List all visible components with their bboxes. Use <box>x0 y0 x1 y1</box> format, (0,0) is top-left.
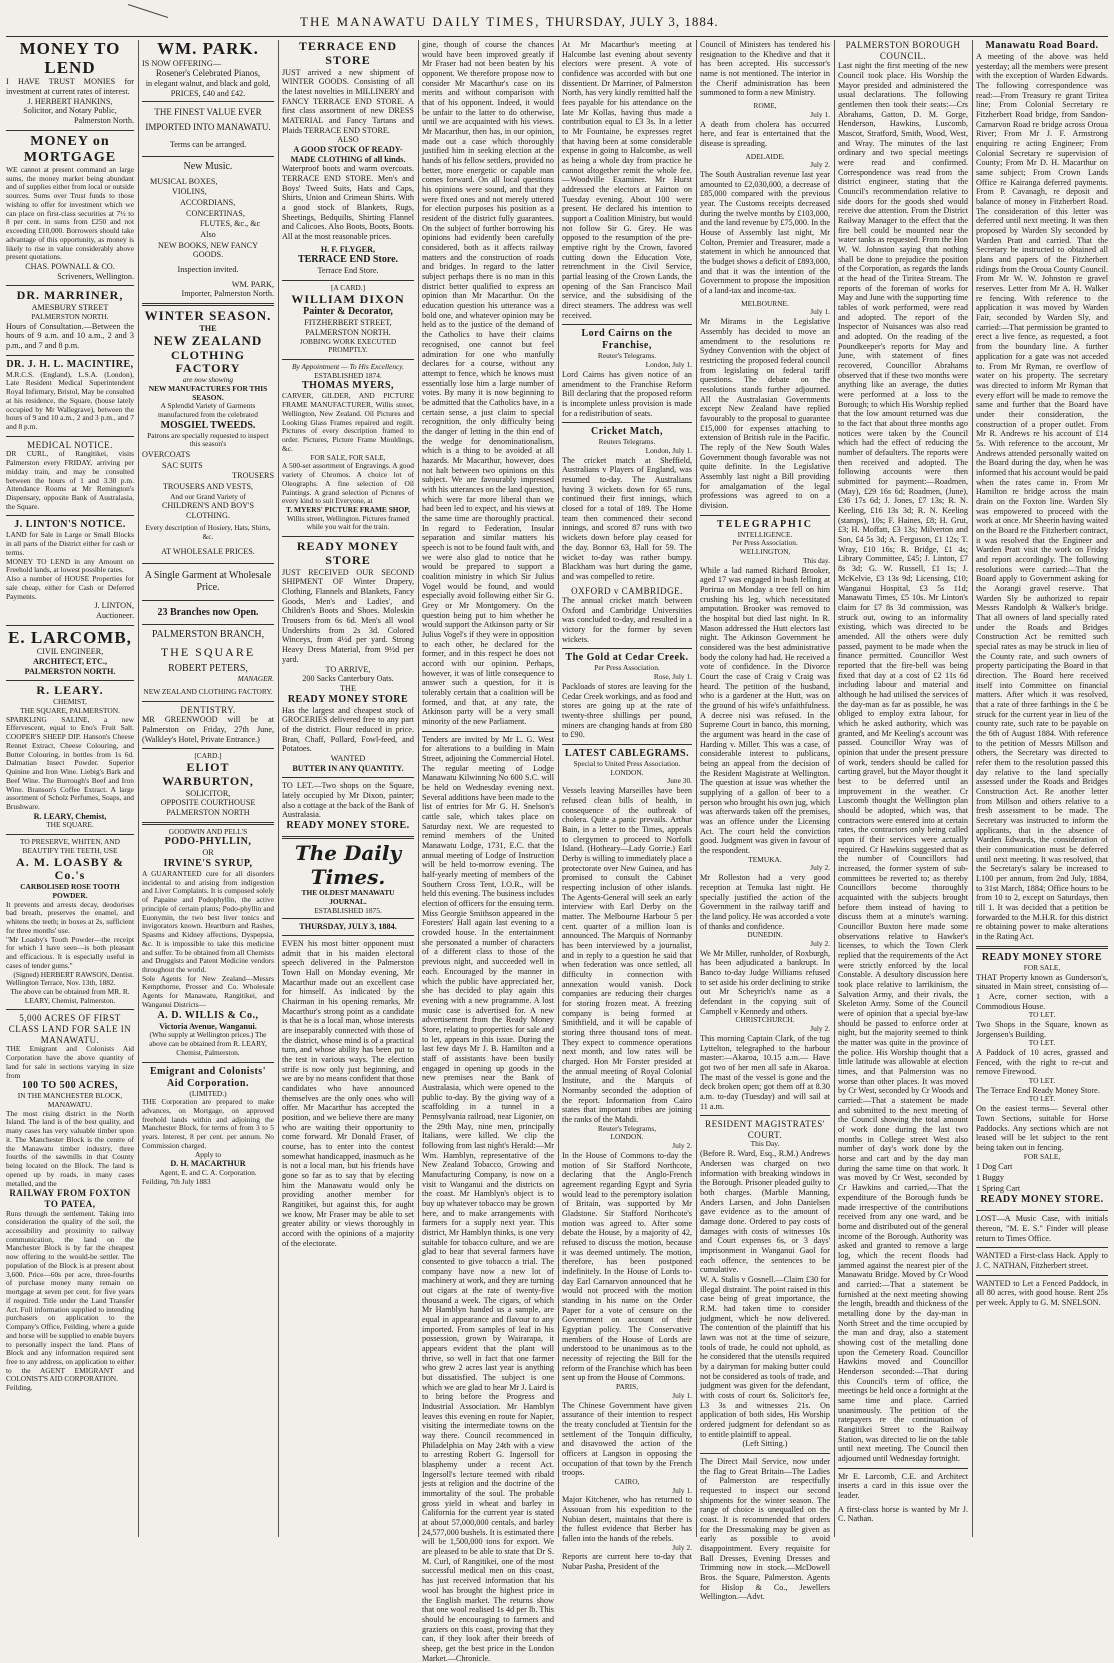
news-place: ADELAIDE. <box>745 151 785 161</box>
news-body: A meeting of the above was held yesterday; all the members were present with the exception of Warden Edwards. The following correspondence was read:—From Treasury re grant Tiritea line; From Colonial Secretary re Fitzherbert Road bridge, from Sandon-Carnarvon Road re bridge across Oroua River; From Mr J. F. Armstrong enquiring re acting Engineer; From Colonial Secretary re supervision of County; From Mr D. H. Macarthur on same subject; From Crown Lands Office re Kairanga deferred payments. From P. Cavanagh, re deposit and balance of money in Fitzherbert Road. The consideration of this letter was deferred until next meeting. It was then proposed by Warden Sly seconded by Warden Pratt and carried. That the Secretary be instructed to obtained all plans and papers of the Fitzherbert ridings from the Oroua County Council. From Mr W. W. Johnston re gravel reserves. Letter from Mr A. H. Walker re fencing. With reference to the application it was moved by Warden Fair, seconded by Warden Sly, and carried:—That permission be granted to erect a live fence, as requested, a foot from the boundary line. A further application for a gate was not acceded to. From Mr Ryman, re overflow of water on his property. The secretary was directed to inform Mr Ryman that every effort will be made to remove the same and further that the Board have under their consideration, the construction of a proper outlet. From Mr R. Andrews re his account of £14 5s. With reference to the account, Mr Andrews attended personally waited on the Board during the day, when he was informed that his account would be paid when the rates came in. From Mr Hamilton re bridge across the main drain on the Foxton line. Warden Sly was empowered to proceed with the work at once. Mr Sheerin having waited on the Board re the Fitzherbert contract, it was resolved that the Engineer and Warden Pratt visit the work on Friday and report accordingly. The following resolutions were carried:—That the Board apply to Government asking for the Aorangi gravel reserve. That Warden Sly be authorized to repair Messrs Randolph & Walker's bridge. That all owners of land specially rated under the Roads and Bridges Construction Act be remitted such special rates as may be struck in lieu of the County rate, and such owners of property participating the Board in that direction. The Board here received itself into Committee on financial matters. After which it was resolved, that a rate of three farthings in the £ be struck for the current year in lieu of the county rate, such rate to be payable on the 6th of August 1884. With reference to the petition of Messrs Millson and others, the Secretary was directed to refer them to the resolution passed this day relative to the land specially assessed under the Roads and Bridges Construction Act. Re another letter from Millson and others relative to a fresh assessment to be made. The Secretary was instructed to inform the applicants, that in the absence of Warden Edwards, the consideration of their communication must be deferred until next meeting. It was resolved, that the Secretary's salary be increased to L100 per annum, from 2nd July, 1884, to 31st March, 1884; Office hours to be from 10 to 2, except on Saturdays, then till 1. It was decided that a petition be forwarded to the M.H.R. for this district re obtaining power to make alterations in the Rating Act. <box>976 52 1108 942</box>
ad-podophyllin <box>142 828 274 1058</box>
masthead <box>0 0 1114 40</box>
ad-wm-park <box>142 40 274 299</box>
column-3 <box>282 40 414 1537</box>
ad-subtitle: TO LET. <box>1028 1076 1056 1086</box>
news-headline: LATEST CABLEGRAMS. <box>564 747 690 759</box>
column-rule <box>418 40 419 1537</box>
ad-subtitle: TO LET. <box>1028 1010 1056 1020</box>
ad-title: TERRACE END STORE <box>298 39 397 67</box>
ad-highlight: 23 Branches now Open. <box>157 606 259 618</box>
ad-body: TO LET.—Two shops on the Square, lately occupied by Mr Dixon, painter; also a cottage at the back of the Bank of Australasia. <box>282 781 414 820</box>
ad-body: IN THE MANCHESTER BLOCK, MANAWATU. <box>17 1091 123 1109</box>
ad-title: WILLIAM DIXON <box>291 291 405 306</box>
news-date: July 1. <box>672 1485 692 1495</box>
ad-header: GOODWIN AND PELL'S <box>168 826 248 836</box>
ad-highlight: AT WHOLESALE PRICES. <box>161 547 255 557</box>
ad-title: MONEY TO LEND <box>19 39 121 77</box>
news-body: The South Australian revenue last year amounted to £2,030,000, a decrease of £85,000 compared with the previous year. The Customs receipts decreased during the twelve months by £103,000, and the land revenue by £75,000. In the House of Assembly last night, Mr Colton, Premier and Treasurer, made a statement in which he announced that the budget shows a deficit of £893,000, and that it was the intention of the Government to propose the imposition of a land-tax and income-tax. <box>700 169 830 296</box>
local-news: At Mr Macarthur's meeting at Halcombe last evening about seventy electors were present. A vote of confidence was accorded with but one dissentient. Dr Marriner, of Palmerston North, has very kindly remitted half the fees payable for his attendance on the late Mr Kollas, having thus made a contribution equal to £3 3s. In a letter to Mr Fountaine, he expresses regret that having been at some considerable expense in going to Halcombe, as well as being a whole day from practice he cannot altogether remit the whole fee.—Woodville Examiner. Mr Hurst addressed the electors at Fairton on Tuesday evening. About 100 were present. He declared his intention to support a Coalition Ministry, but would not follow Sir G. Grey. He was opposed to the resumption of the pre-emptive right by the Crown, favored cutting down the Education Vote, retrenchment in the Civil Service, partial leasing of the Crown Lands, the opening of the San Francisco Mail service, and the subsidising of the direct steamers. The address was well received. <box>562 40 692 320</box>
ad-body: LAND for Sale in Large or Small Blocks in all parts of the District either for cash or terms. <box>6 530 134 557</box>
ad-place: PALMERSTON NORTH. <box>31 311 109 321</box>
news-headline: Cricket Match, <box>591 426 663 438</box>
news-place: CHRISTCHURCH. <box>735 1015 795 1025</box>
ad-highlight: 100 TO 500 ACRES, <box>22 1080 118 1092</box>
news-headline: Manawatu Road Board. <box>985 40 1099 51</box>
news-body: Last night the first meeting of the new Council took place. His Worship the Mayor presided and administered the usual declarations. The following gentlemen then took their seats:—Crs Abrahams, Gatton, D. M. Gorge, Henderson, Hawkins, Luscomb, Mascot, Stratford, Smith, Wood, West, and Wray. The minutes of the last ordinary and two special meetings were read and confirmed. Correspondence was read from the district engineer, stating that the Council's recommendation relative to side doors for the goods shed would receive due attention. From the District Railway Manager to the effect that the fire bell could be mounted near the water tanks as requested. From the Hon W. W. Johnston saying that nothing shall be done to prejudice the position of the Corporation, as regards the lands at the head of the Tiritea Stream. The reports of the foreman of works for May and June with the supporting time tables of work performed, were read and adopted. The report of the Inspector of Nuisances was also read and adopted. On the reading of the Poundkeeper's reports for May and June, with statement of fines recovered, Councillor Abrahams observed that if these two months were anything like an average, the duties were performed at a loss to the Borough; to which His Worship replied that the low amount returned was due to the fact that about three months ago notices were taken by the Council which had the effect of reducing the number of defaulters. The reports were then received and adopted. The following accounts were then submitted for payment:—Roadmen, (May), £29 16s 6d; Roadmen, (June), £36 17s 6d; J. Jones, £7 13s; R. N. Keeling, £16 13s 3d; R. N. Keeling (stamps), 10s; F. Haines, £8; H. Grut, £3; H. Moffatt, £3 13s; Milverton and Son, £4 5s 3d; A. Ferguson, £1 12s; T. Wray, £10 16s; R. Bridge, £1 4s; Library Committee, £45; J. Linton, £7 8s 3d; G. W. Russell, £1 1s; J. McKelvie, £3 13s 9d; Licensing, £10; Wanganui Hospital, £3 5s 11d; Manawatu Times, £5 10s. Mr Linton's claim for £7 8s 3d commission, was struck out, owing to an informality existing, which was directed to be amended. All the others were duly passed, payment to be made when the finance permitted. Councillor West reported that the fire-bell was being fixed that day at a cost of £2 11s 6d including labour and material and although he had utilised the services of the day-man as far as possible, he was obliged to employ extra labour, for which he asked authority, which was granted, and Mr Keeling's account was passed. Councillor Wray was of opinion that under the present pressure of work, tenders should be called for carting gravel, but the Mayor thought it best to be deferred until an improvement in the weather. Cr Luscomb thought the Wellington plan should be adopted, which was, that contractors were entered into at certain rates, the contractors only being called upon if their services were actually required. Cr Hawkins suggested that as the number of Councillors had increased, the former system of sub-committees be reverted to; as thereby Councillors become thoroughly acquainted with the subjects brought before them instead of having to discuss them at a minute's warning. Councillor Buxton here made some observations relative to Hawker's licenses, to which the Town Clerk replied that the requirements of the Act were strictly enforced by the local Constable. A desultory discussion here took place relative to larrikinism, the Salvation Army, and their rivals, the Skeleton Army. Some of the Council were of opinion that a special bye-law should be passed to enforce order at night, but the majority seemed to think the matter was quite in the province of the police. His Worship thought that a little latitude was allowable at election times, and that Palmerston was no worse than other places. It was moved by Cr West, seconded by Cr Woods and carried:—That a statement be made and submitted to the next meeting of the Council showing the total amount of work done during the last two months in College street West also number of day's work done by the horse and cart and by the day man during the same time on that work. It was moved by Cr West, seconded by Cr Hawkins and carried,—That the expenditure of the Borough funds be made irrespective of the contributions received from any one ward, and be borne and distributed out of the general income of the Borough. Authority was asked and granted to remove a large log, which the recent floods had jammed against the nearest pier of the Manawatu Bridge. Moved by Cr Wood and carried:—That a statement be furnished at the next meeting showing the length, breadth and thickness of the metalling done by the day-man in North Street and the time occupied by the man and dray, also a statement showing cost of the metalling done upon the Cemetery Road. Councillor Hawkins moved and Councillor Henderson seconded:—That during this Council's term of office, the meetings be held once a fortnight at the same time and place. Carried unanimously. The petition of the ratepayers re the continuation of Rangitikei Street to the Railway Station, was directed to lie on the table until next meeting. The Council then adjourned until Wednesday fortnight. <box>838 61 968 1463</box>
list-item: 1 Buggy <box>976 1172 1004 1182</box>
ad-highlight: TERRACE END Store. <box>297 254 399 266</box>
column-6 <box>700 40 830 1602</box>
ad-name: (Signed) HERBERT RAWSON, Dentist. <box>13 969 134 979</box>
ad-place: Terrace End Store. <box>317 266 379 276</box>
news-cricket-match <box>562 426 692 581</box>
column-5 <box>562 40 692 1572</box>
ad-name: NEW ZEALAND CLOTHING FACTORY. <box>143 686 273 696</box>
ad-subtitle: OPPOSITE COURTHOUSE <box>160 798 256 808</box>
local-news: Tenders are invited by Mr L. G. West for alterations to a building in Main Street, adjoining the Commercial Hotel. The regular meeting of Lodge Manawatu Kilwinning No 600 S.C. will be held on Wednesday evening next. Several additions have been made to the list of entries for Mr G. H. Snelson's cattle sale, which takes place on Saturday next. We are requested to remind members of the United Manawatu Lodge, 1731, E.C. that the annual meeting of Lodge of Instruction will be held to-morrow evening. The half-yearly meeting of members of the Southern Cross Tent, I.O.R., will be held this evening. The business includes election of officers for the ensuing term. Miss Georgie Smithson appeared in the Foresters' Hall again last evening to a crowded house. In the entertainment she personated a number of characters of a different class to those of the previous night, and succeeded well in each. Encouraged by the manner in which the public have appreciated her, she has decided to play again this evening with a new programme. A lost music case is advertised for. A new advertisement from the Ready Money Store, relating to properties for sale and to let, appears in this issue. During the last few days Mr J. B. Hamilton and a staff of assistants have been busily engaged in opening up goods in the new premises near the Bank of Australasia, which were opened to the public to-day. By the giving way of a scaffolding in a tunnel in a Pennsylvania railroad, near Ligonier, on the 29th May, nine men, principally Italians, were killed. We clip the following from last night's Herald:—Mr Wm. Hamblyn, representative of the New Zealand Tobacco, Growing and Manufacturing Company, is now on a visit to Wanganui and the districts on the coast. Mr Hamblyn's object is to buy up whatever tobacco may be grown here, and to make arrangements with farmers for a supply next year. This district, Mr Hamblyn thinks, is one very suitable for tobacco culture, and we are glad to hear that several farmers have consented to give tobacco a trial. The company have now a new lot of machinery at work, and they are turning out cigars at the rate of twenty-five thousand a week. The cigars, of which Mr Hamblyn handed us a sample, are equal in appearance and flavour to any imported. From samples of leaf in his possession, grown by Wairarapa, it appears evident that the plant will thrive, so well in fact that one farmer who grew 2 acres last year is anything but dissatisfied. The subject is one which we are glad to hear Mr J. Laird is to bring before the Progress and Industrial Association. Mr Hamblyn leaves this evening en route for Napier, visiting the intermediate towns on the way there. Council recommenced in Philadelphia on May 24th with a view to arresting Robert G. Ingersoll for blasphemy under a recent Act. Ingersoll's lecture teemed with ribald jests at religion and the doctrine of the immortality of the soul. The probable gross yield in wheat and barley in California for the current year is stated at about 57,000,000 centals, and barley 24,577,000 bushels. It is estimated there will be 1,500,000 tons for export. We are pleased to be able to state that Dr S. M. Curl, of Rangitikei, one of the most successful medical men on this coast, has just received information that his wool has brought the highest price in the English market. The returns show that one wool realised 1s 4d per lb. This should be encouraging to farmers and graziers on this coast, proving that they can, if they look after their breeds of sheep, get the best price in the London Market.—Chronicle. <box>422 734 554 1663</box>
news-borough-council <box>838 40 968 1464</box>
ad-subtitle: CLOTHING FACTORY <box>170 347 245 376</box>
masthead-date: THURSDAY, JULY 3, 1884. <box>545 14 719 29</box>
ad-body: Hours of Consultation.—Between the hours of 9 a.m. and 10 a.m., 2 and 3 p.m., and 7 and 8 p.m. <box>6 321 134 350</box>
news-source: Reuter's Telegrams, <box>597 1123 657 1133</box>
news-headline: Lord Cairns on the Franchise, <box>581 328 673 352</box>
news-date: July 2. <box>810 863 830 873</box>
editorial-continued: gine, though of course the chances would have been improved greatly if Mr Fraser had not been beaten by his opponent. We therefore propose now to consider Mr Macarthur's case on its merits and without comparison with that of his opponent. Indeed, it would be unfair to the latter to do otherwise, until we are acquainted with his views. Mr Macarthur, then has, in our opinion, made out a case which thoroughly justified him in seeking election at the hands of his fellow settlers, provided no better, more energetic or capable man comes forward. On all local questions his opinions were sound, and that they were fixed ones and not merely uttered for election purposes his position as a resident of the district fully guarantees. On the subject of further borrowing his opinions had evidently been carefully considered, both as it affects railway matters and the construction of roads and bridges. In regard to the latter subject perhaps there is no man in this district better qualified to express an opinion than Mr Macarthur. On the education question his utterance was a bold one, and whatever opinion may be held as to the justice of the demand of the Catholics to have their claims recognised, one cannot but feel admiration for one who manfully declares for a course, without any attempt to fence, which he knows must essentially lose him a large number of votes. By many it is now beginning to be admitted that the Catholics have, in a certain sense, a just claim to special recognition, the only difficulty being the danger of letting in the thin end of the wedge for denominationalism, which is a thing to be avoided at all hazards. Mr Macarthur, however, does not halt between two opinions on this subject. We are favourably impressed with his utterances on the land question, which were far more liberal than we had been led to expect, and his views at the same time are thoroughly practical. In regard to Federation, Insular separation and similar matters his speech is not to be found fault with, and we were also glad to notice that he would be prepared to support a coalition ministry in which Sir Julius Vogel would be found, and would especially avoid following either Sir G. Grey or Mr Montgomery. On the question being put to him whether he would support the Atkinson party or Sir Julius Vogel's if they were in opposition to each other, he declared for the former, and in this respect he does not accord with our opinion. Perhaps, however, it was of little consequence to answer such a question, for it is tolerably certain that a coalition will be formed, and that, at any rate, the Atkinson party will be a very small minority of the new Parliament. <box>422 40 554 727</box>
news-road-board <box>976 40 1108 942</box>
ad-name: WM. PARK, <box>231 279 274 289</box>
ad-body: CARVER, GILDER, AND PICTURE FRAME MANUFACTURER, Willis street, Wellington, New Zealand. Oil Pictures and Looking Glass Frames repaired and regilt. Pictures of every description framed to order. Pictures, Picture Frame Mouldings, &c. <box>282 391 414 453</box>
ad-highlight: CHILDREN'S AND BOY'S CLOTHING. <box>161 501 255 521</box>
news-source: Special to United Press Association. <box>573 758 681 768</box>
news-body: Mr Mirams in the Legislative Assembly has decided to move an amendment to the resolutions re Sydney Convention with the object of restricting the proposed federal council from legislating on federal tariff questions. The debate on the resolutions stands further adjourned. All the Australasian Governments except New Zealand have replied favourably to the proposal to guarantee £15,000 for expenses attaching to extension of British rule in the Pacific. The reply of the New South Wales Government though favorable was not quite definite. In the Legislative Assembly last night a Bill providing for amalgamation of the legal professions was agreed to on a division. <box>700 317 830 510</box>
ad-clothing-factory <box>142 309 274 697</box>
list-item: TROUSERS <box>232 471 274 481</box>
local-news: A first-class horse is wanted by Mr J. C. Nathan. <box>838 1504 968 1524</box>
ad-title: WINTER SEASON. <box>144 307 272 323</box>
news-note: (Left Sitting.) <box>742 1439 788 1449</box>
ad-body: MONEY TO LEND in any Amount on Freehold lands, at lowest possible rates. <box>6 556 134 575</box>
news-place: DUNEDIN. <box>747 930 783 940</box>
ad-subtitle: CIVIL ENGINEER, <box>36 647 104 657</box>
ad-title: MONEY on MORTGAGE <box>23 133 117 165</box>
ad-body: MR GREENWOOD will be at Palmerston on Friday, 27th June, (Walkley's Hotel, Private Entrance.) <box>142 715 274 744</box>
issue-date: THURSDAY, JULY 3, 1884. <box>299 922 397 932</box>
ad-title: Emigrant and Colonists' Aid Corporation. <box>150 1065 266 1089</box>
news-cablegrams <box>562 748 692 1572</box>
ad-subtitle: (LIMITED.) <box>189 1088 227 1098</box>
news-body: The cricket match at Sheffield, Australians v Players of England, was resumed to-day. The Australians having 3 wickets down for 65 runs, continued their first innings, which closed for a total of 189. The Home team then commenced their second innings, and scored 87 runs with two wickets down before play ceased for the day. Bonnor 63, Hall for 59. The wicket to-day was rather bumpy. Blackham was hurt during the game, and was compelled to retire. <box>562 455 692 581</box>
masthead-title: THE MANAWATU DAILY TIMES, <box>300 14 541 29</box>
ad-header: [CARD.] <box>194 751 222 761</box>
news-date: This day. <box>802 555 830 565</box>
ad-body: THAT Property known as Gunderson's, situated in Main street, consisting of— 1 Acre, corner section, with a Commodious House. <box>976 972 1108 1011</box>
ad-body: THE Corporation are prepared to make advances, on Mortgage, on approved freehold lands within and adjoining the Manchester Block, for terms of from 3 to 5 years. Interest, 8 per cent. per annum. No Commission charged. <box>142 1097 274 1150</box>
ad-leary-chemist <box>6 684 134 830</box>
ad-body: JUST arrived a new shipment of WINTER GOODS. Consisting of all the latest novelties in MILLINERY and FANCY TERRACE END STORE. A first class assortment of new DRESS MATERIAL and Fancy Tartans and Plaids TERRACE END STORE. <box>282 67 414 135</box>
ad-body: DR CURL, of Rangitikei, visits Palmerston every FRIDAY, arriving per midday train, and may be consulted between the hours of 1 and 3.30 p.m. Attendance Rooms at Mr Remington's Dispensary, opposite Bank of Australasia, the Square. <box>6 449 134 511</box>
ad-place: Willis street, Wellington. Pictures framed while you wait for the train. <box>286 513 410 532</box>
news-date: July 1. <box>672 1390 692 1400</box>
ad-eliot-warburton <box>142 752 274 817</box>
ad-body: Runs through the settlement. Taking into consideration the quality of the soil, the accessibility and proximity to railway communication, the land on the Manchester Block is by far the cheapest now offering to the would-be settler. The population of the Block is at present about 3,600. Price—60s per acre, three-fourths of purchase money many remain on mortgage at seven per cent. for five years if required. Title under the Land Transfer Act. Full information supplied to intending purchasers on application to the Company's Office, Feilding, where a guide and horse will be supplied to enable buyers to personally inspect the land. Plans of Block and any information required sent free to any address, on application to either to the AGENT EMIGRANT and COLONIST'S AID CORPORATION. <box>6 1208 134 1384</box>
ad-header: TO PRESERVE, WHITEN, AND BEAUTIFY THE TEETH, USE <box>20 837 120 855</box>
newspaper-title <box>300 14 719 30</box>
news-body: Vessels leaving Marseilles have been refused clean bills of health, in consequence of the outbreak of cholera. Quite a panic prevails. Arthur Bain, in a letter to the Times, appeals to clergymen to proceed to Norfolk Island. (Hotheary—Lady Gorrie.) Earl Derby is willing to immediately place a protectorate over New Guinea, and has promised to consult the Cabinet respecting inclusion of other islands. The Agents-General will seek an early interview with Earl Derby on the matter. The Melbourne Harbour 5 per cent. quarter of a million loan is announced. The Marquis of Normanby has been interviewed by a journalist, and in reply to a question he said that when federation was once settled, all difficulty in connection with annexation would vanish. Dock companies are reducing their charges for storing frozen meat. A freezing company is being formed at Smithfield, and it will be capable of storing three thousand tons of meat. They expect to commence operations next month, and low rates will be charged. Hon Mr Forster presided at the annual meeting of Royal Colonial Institute, and the Marquis of Normanby seconded the adoption of the report. Information from Cairo states that important tribes are joining the ranks of the Mahdi. <box>562 786 692 1125</box>
ad-body: Has the largest and cheapest stock of GROCERIES delivered free to any part of the district. Flour reduced in price. Bran, Chaff, Pollard, Fowl-feed, and Potatoes. <box>282 705 414 754</box>
column-rule <box>278 40 279 1537</box>
column-7 <box>838 40 968 1537</box>
news-source: Reuters Telegrams. <box>598 437 656 447</box>
ad-larcomb <box>6 629 134 677</box>
news-date: July 1. <box>810 307 830 317</box>
ad-subtitle: ARCHITECT, ETC., <box>32 657 107 667</box>
ad-body: Also a number of HOUSE Properties for sale cheap, either for Cash or Deferred Payments. <box>6 574 134 601</box>
ad-subtitle: AMESBURY STREET <box>31 303 109 313</box>
ad-title: J. LINTON'S NOTICE. <box>14 519 126 531</box>
ad-dr-marriner <box>6 289 134 350</box>
ad-title: THOMAS MYERS, <box>301 380 395 392</box>
news-body: Mr Rolleston had a very good reception at Temuka last night. He specially justified the action of the Government in the railway tariff and the land policy. He was accorded a vote of thanks and confidence. <box>700 873 830 931</box>
news-body: (Before R. Ward, Esq., R.M.) Andrews Andersen was charged on two information with breaking windows in the Borough. Prisoner pleaded guilty to both charges. (Marble Manning, Anders Larsen, and John Danielsen gave evidence as to the amount of damage done. Ordered to pay costs of damages with costs of witnesses 10s and Court expenses 6s, or 3 days' imprisonment in Wanganui Gaol for each offence, the sentences to be cumulative. <box>700 1149 830 1275</box>
ad-ready-money-store <box>282 540 414 773</box>
ad-body: On the easiest terms— Several other Town Sections, suitable for Horse Paddocks. Any sections which are not leased will be let subject to the rent being taken out in fencing. <box>976 1104 1108 1152</box>
ad-wanted-paddock: WANTED to Let a Fenced Paddock, in all 80 acres, with good house. Rent 25s per week. Apply to G. M. SNELSON. <box>976 1278 1108 1308</box>
ad-title: READY MONEY STORE <box>287 693 409 705</box>
ad-role: Agent, E. and C. A. Corporation. <box>159 1168 257 1178</box>
ad-body: Waterproof boots and warm overcoats. TERRACE END STORE. Men's and Boys' Tweed Suits, Hats and Caps, Shirts, Union and Crimean Shirts. With a good stock of Blankets, Rugs, Sheetings, Bedquilts, Shirting Flannel and Calicoes. Also Boots, Boots, Boots. All at the most reasonable prices. <box>282 164 414 242</box>
news-cedar-creek <box>562 652 692 740</box>
list-item: VIOLINS, <box>172 187 207 197</box>
news-place: CAIRO, <box>614 1476 640 1486</box>
news-place: PARIS, <box>615 1382 639 1392</box>
list-item: NEW BOOKS, NEW FANCY GOODS. <box>157 240 259 260</box>
column-rule <box>972 40 973 1537</box>
ad-body: A Paddock of 10 acres, grassed and Fenced, with the right to re-cut and remove Firewood. <box>976 1048 1108 1077</box>
ad-body: Sole Agents for New Zealand—Messrs Kempthorne, Prosser and Co. Wholesale Agents for Manawatu, Rangitikei, and Wanganui Districts— <box>142 973 274 1009</box>
ad-body: WE cannot at present command an large sums, the money market being abundant and of supplies either from local or outside sources. Sums over Trust funds to those wishing to offer for investment which we can place on first-class securities at 7½ to 8 per cent. in sums from £250 and not exceeding £10,000. Borrowers should take advantage of this opportunity, as money is likely to rise in value considerably above present quotations. <box>6 164 134 262</box>
ad-dentistry <box>142 705 274 745</box>
ad-body: A 500-set assortment of Engravings. A good variety of Chromos. A choice lot of Oleographs. A fine selection of Oil Paintings. A grand selection of Pictures of every kind to suit Everyone, at <box>282 461 414 506</box>
ad-title: DR. MARRINER, <box>16 288 124 303</box>
news-place: LONDON. <box>610 1132 644 1142</box>
list-item: 1 Dog Cart <box>976 1162 1013 1172</box>
ad-thomas-myers <box>282 363 414 532</box>
ad-body: OR <box>202 848 214 858</box>
ad-body: And our Grand Variety of <box>170 491 246 501</box>
ad-title: 5,000 ACRES OF FIRST CLASS LAND FOR SALE IN MANAWATU. <box>8 1013 132 1045</box>
ad-to-let <box>282 781 414 832</box>
ad-date: Wellington Terrace, Nov. 13th, 1882. <box>6 978 116 988</box>
news-place: WELLINGTON, <box>739 547 791 557</box>
ad-place: PALMERSTON NORTH <box>166 807 250 817</box>
news-body: Council of Ministers has tendered his resignation to the Khedive and that it has been accepted. His successor's name is not mentioned. The interior in the Cherif administration has been summoned to form a new Ministry. <box>700 40 830 98</box>
ad-highlight: BUTTER IN ANY QUANTITY. <box>292 763 404 773</box>
news-source: Reuter's Telegrams. <box>597 351 657 361</box>
ad-body: in elegant walnut, and black and gold, <box>145 78 271 88</box>
list-item: SAC SUITS <box>162 460 203 470</box>
list-item: Also <box>200 229 216 239</box>
ad-role: Auctioneer. <box>96 611 134 620</box>
ad-subtitle: CARBOLISED ROSE TOOTH POWDER. <box>20 882 120 900</box>
ad-highlight: THE FINEST VALUE EVER IMPORTED INTO MANAWATU. <box>145 107 271 132</box>
ad-subtitle: FOR SALE, <box>1023 1151 1061 1161</box>
news-place: LONDON. <box>610 767 644 777</box>
ad-title: WM. PARK. <box>157 39 259 58</box>
ad-body: Two Shops in the Square, known as Jorgensen's Building. <box>976 1019 1108 1039</box>
ad-body: Inspection invited. <box>177 264 239 274</box>
news-body: In the House of Commons to-day the motion of Sir Stafford Northcote, declaring that the Anglo-French agreement regarding Egypt and Syria would lead to the peremptory isolation of Britain, was supported by Mr Gladstone. Sir Stafford Northcote's motion was agreed to. After some debate the House, by a majority of 42, refused to discuss the motion, because it was deemed untimely. The motion, therefore, has been postponed indefinitely. In the House of Lords to-day Earl Carnarvon announced that he would not proceed with the motion standing in his name on the Order Paper for a vote of censure on the Government on account of their Egyptian policy. The Conservative members of the House of Lords are understood to be unanimous as to the necessity of rejecting the Bill for the reform of the Franchise which has been sent up from the House of Commons. <box>562 1150 692 1383</box>
news-body: This morning Captain Clark, of the tug Lyttelton, telegraphed to the harbour master:—Akaroa, 10.15 a.m.— Have got two of her men all safe in Akaroa. The mast of the vessel is gone and the deck broken open; got them off at 8.30 a.m. to-day (Tuesday) and will sail at 11 a.m. <box>700 1033 830 1111</box>
ad-subtitle: SOLICITOR, <box>185 788 231 798</box>
news-body: While a lad named Richard Brooker, aged 17 was engaged in bush felling at Porirua on Monday a tree fell on him crushing his leg, which necessitated amputation. Brooker was removed to the hospital but died last night. In R. Mason addressed the Hutt electors last night. The Atkinson Government he considered was the best administrative body the colony had had. He received a vote of confidence. In the Divorce Court the case of Craig v Craig was heard. The petition of the husband, who is a gardener at the Hutt, was on the ground of his wife's unfaithfulness. A decree nisi was refused. In the Supreme Court in banco, this morning, the argument was heard in the case of Harding v. Miller. This was a case, of considerable interest to publicans, being an appeal from the decision of the Resident Magistrate at Wellington. The question at issue was whether the supplying of a gallon of beer to a person who brought his own jug, which was afterwards taken off the premises, was an offence under the Licensing Act. The court held the conviction good. Judgment was given in favour of the respondent. <box>700 565 830 856</box>
list-item: OVERCOATS <box>142 450 191 460</box>
column-2 <box>142 40 274 1537</box>
news-magistrates-court <box>700 1119 830 1449</box>
news-date: This Day. <box>750 1139 780 1149</box>
ad-name: A. D. WILLIS & Co., <box>157 1009 259 1021</box>
ad-body: The Terrace End Ready Money Store. <box>976 1085 1100 1095</box>
column-rule <box>696 40 697 1537</box>
news-body: Reports are current here to-day that Nubar Pasha, President of the <box>562 1552 692 1572</box>
news-headline: PALMERSTON BOROUGH COUNCIL. <box>845 40 961 61</box>
ad-body: Terms can be arranged. <box>169 140 247 150</box>
news-body: The annual cricket match between Oxford and Cambridge Universities was concluded to-day, and resulted in a victory for the former by seven wickets. <box>562 596 692 644</box>
ad-medical-notice <box>6 440 134 512</box>
ad-body: "Mr Loasby's Tooth Powder—the receipt for which I have seen—is both pleasant and efficacious. It is especially useful in cases of tender gums." <box>6 934 134 970</box>
ad-subtitle: New Music. <box>183 160 233 172</box>
ad-subtitle: FOR SALE, FOR SALE, <box>310 452 386 462</box>
column-rule <box>834 40 835 1537</box>
news-place: ROME, <box>753 101 777 111</box>
ad-role: Scriveners, Wellington. <box>57 271 134 281</box>
ad-highlight: MOSGIEL TWEEDS. <box>160 419 256 431</box>
ad-title: ELIOT WARBURTON, <box>162 759 254 788</box>
ad-name: J. LINTON, <box>94 601 134 611</box>
ad-role: Importer, Palmerston North. <box>181 289 274 299</box>
ad-highlight: A GOOD STOCK OF READY-MADE CLOTHING of all kinds. <box>290 144 406 164</box>
ad-name: READY MONEY STORE. <box>980 1194 1104 1206</box>
nameplate-date: ESTABLISHED 1875. <box>314 905 382 915</box>
ad-body: Apply to <box>194 1149 222 1159</box>
ad-subtitle: TO LET. <box>1028 1038 1056 1048</box>
ad-place: PALMERSTON NORTH. <box>24 666 116 676</box>
ad-name: D. H. MACARTHUR <box>170 1159 246 1169</box>
news-lord-cairns <box>562 328 692 418</box>
list-item: MUSICAL BOXES, <box>150 176 218 186</box>
news-date: July 2. <box>810 160 830 170</box>
ad-title: A. M. LOASBY & Co.'s <box>16 854 124 883</box>
list-item: ACCORDIANS, <box>180 197 236 207</box>
ad-body: are now showing <box>182 375 234 385</box>
column-rule <box>138 40 139 1537</box>
ad-money-to-lend <box>6 40 134 126</box>
list-item: TROUSERS AND VESTS, <box>162 482 254 492</box>
news-source: Per Press Association. <box>594 663 660 673</box>
ad-money-on-mortgage <box>6 134 134 282</box>
ad-body: THE Emigrant and Colonists Aid Corporation have the above quantity of land for sale in sections varying in size from <box>6 1044 134 1080</box>
news-date: London, July 1. <box>645 360 692 370</box>
news-date: June 30. <box>667 776 692 786</box>
nameplate-subtitle: THE OLDEST MANAWATU JOURNAL. <box>301 888 395 906</box>
ad-subtitle: Painter & Decorator, <box>303 306 393 318</box>
ad-header: [A CARD.] <box>330 282 366 292</box>
column-rule <box>558 40 559 1537</box>
ad-place: THE SQUARE, PALMERSTON. <box>20 705 120 715</box>
editorial-body: EVEN his most bitter opponent must admit that in his maiden electoral speech delivered in the Palmerston Town Hall on Monday evening, Mr Macarthur made out an excellent case for himself. As indicated by the Chairman in his opening remarks, Mr Macarthur's strong point as a candidate is that he is a local man, whose interests are inseparably connected with those of the district, whose mind is of a practical turn, and whose ability has been put to the test in various ways. The election strife is now only just beginning, and we are by no means confident that those candidates who have announced themselves are the only ones who will offer. Mr Macarthur has accepted the position, and we believe there are many who are waiting their opportunity to come forward. Mr Donald Fraser, of course, has to enter into the contest somewhat handicapped, inasmuch as he is not a local man, but his friends have gone so far as to say that by electing him the Manawatu would only be providing another member for Rangitikei, but against this, for aught we know, Mr Fraser may be able to set greater ability or views thoroughly in accord with the opinions of a majority of the electorate. <box>282 938 414 1248</box>
pen-mark <box>128 4 168 18</box>
ad-name: T. MYERS' PICTURE FRAME SHOP, <box>285 504 410 514</box>
news-body: W. A. Stalis v Gosnell.—Claim £30 for illegal distraint. The point raised in this case being of great importance, the R.M. had taken time to consider judgment, which he now delivered. The contention of the plaintiff that his lawn was not at the time of seizure, tools of trade, he could not uphold, as he considered that the utensils required by a dairyman for making butter could not be considered as tools of trade, and judgment was given for the defendant, with costs of court 6s. Solicitor's fee, L3 3s and witnesses 21s. On application of both sides, His Worship ordered judgment for defendant so as to entitle plaintiff to appeal. <box>700 1274 830 1439</box>
ad-note: (Who supply at Wellington prices.) The above can be obtained from R. LEARY, Chemist, Palmerston. <box>149 1030 267 1057</box>
news-oxford-cambridge <box>562 586 692 645</box>
ad-place: THE SQUARE. <box>46 820 94 830</box>
ad-body: IS NOW OFFERING— <box>142 58 222 68</box>
list-item: CONCERTINAS, <box>186 208 245 218</box>
ad-subtitle: WANTED <box>330 753 366 763</box>
ad-title: DR. J. H. L. MACINTIRE, <box>6 358 134 370</box>
ad-subtitle: NEW ZEALAND <box>153 332 263 348</box>
ad-subtitle: TO LET. <box>1028 1094 1056 1104</box>
news-headline: OXFORD v CAMBRIDGE. <box>571 585 683 596</box>
ad-subtitle: PALMERSTON BRANCH, <box>151 629 265 641</box>
news-body: Major Kitchener, who has returned to Assouan from his expedition to the Nubian desert, maintains that there is the fullest evidence that Berber has fallen into the hands of the rebels. <box>562 1495 692 1544</box>
ad-body: Patrons are specially requested to inspect this season's <box>147 430 269 449</box>
column-8 <box>976 40 1108 1537</box>
ad-land-for-sale <box>6 1013 134 1392</box>
ad-body: A GUARANTEED cure for all disorders incidental to and arising from indigestion and Liver Complaints. It is composed solely of Papaine and Podophyllin, the active principle of certain plants; Podo-phyllin and Euonymin, the two best liver tonics and invigorators known. Heartburn and Rashes, Spasms and Kidney affections, Dyspepsia, &c. It is impossible to take this medicine and suffer. To be obtained from all Chemists and Druggists and Patent Medicine vendors throughout the world. <box>142 868 274 974</box>
ad-ready-money-store-property <box>976 952 1108 1207</box>
ad-dr-macintire <box>6 359 134 432</box>
news-body: Lord Cairns has given notice of an amendment to the Franchise Reform Bill declaring that the proposed reform is incomplete unless provision is made for a redistribution of seats. <box>562 369 692 418</box>
ad-note: The above can be obtained from MR. R. LEARY, Chemist, Palmerston. <box>10 987 130 1005</box>
news-date: July 1. <box>810 109 830 119</box>
masthead-rule <box>6 36 1108 37</box>
ad-title: R. LEARY. <box>36 683 104 698</box>
ad-name: R. LEARY, Chemist, <box>33 811 107 821</box>
ad-body: ALSO <box>337 135 359 145</box>
ad-title: PODO-PHYLLIN, <box>164 836 252 848</box>
ad-highlight: RAILWAY FROM FOXTON TO PATEA, <box>9 1188 131 1209</box>
newspaper-nameplate: The Daily Times. <box>294 840 402 889</box>
editorial <box>282 842 414 1249</box>
ad-name: H. F. FLYGER, <box>320 244 376 254</box>
ad-highlight: NEW MANUFACTURES FOR THIS SEASON. <box>148 383 268 402</box>
local-news: Mr E. Larcomb, C.E. and Architect inserts a card in this issue over the leader. <box>838 1471 968 1500</box>
ad-place: FITZHERBERT STREET, <box>304 318 392 328</box>
advertisement-notice: The Direct Mail Service, now under the flag to Great Britain—The Ladies of Palmerston are respectfully requested to inspect our second shipments for the winter season. The range of choice is unequalled on the coast. It is recommended that orders for the Dressmaking may be given as early as possible to avoid disappointment. Every requisite for Ball Dresses, Evening Dresses and Trimming now in stock.—McDowell Bros. the Square, Palmerston. Agents for Hislop & Co., Jewellers Wellington.—Advt. <box>700 1457 830 1602</box>
ad-linton-notice <box>6 519 134 620</box>
ad-title: MEDICAL NOTICE. <box>27 439 113 450</box>
ad-body: I HAVE TRUST MONIES for investment at current rates of interest. <box>6 77 134 97</box>
ad-name: J. HERBERT HANKINS, <box>27 96 113 106</box>
ad-lost-music-case: LOST—A Music Case, with initials thereon, "M. E. S." Finder will please return to Times Office. <box>976 1214 1108 1243</box>
news-body: The Chinese Government have given assurance of their intention to respect the treaty concluded at Tientsin for the settlement of the Tonquin difficulty, and disavowed the action of the officers at Langson in opposing the occupation of that town by the French troops. <box>562 1400 692 1478</box>
ad-body: The most rising district in the North Island. The land is of the best quality, and many cases has very valuable timber upon it. The Manchester Block is the centre of the Manawatu timber industry, three fourths of the sawmills in that County being located on the Block. The land is opened up by roads, in many cases metalled, and the <box>6 1108 134 1188</box>
ad-highlight: A Single Garment at Wholesale Price. <box>144 569 272 593</box>
list-item: FLUTES, &c., &c <box>200 219 261 229</box>
news-body: Packloads of stores are leaving for the Cedar Creek workings, and as food and stores are going up at the rate of twenty-three shillings per pound, miners are changing hands at from £80 to £90. <box>562 681 692 740</box>
news-subtitle: INTELLIGENCE. <box>737 529 793 539</box>
ad-header: By Appointment — To His Excellency. <box>291 361 405 371</box>
news-source: Per Press Association. <box>732 538 798 548</box>
ad-body: M.R.C.S. (England), L.S.A. (London), Late Resident Medical Superintendent Royal Infirmary, Bristol, May be consulted at his residence, the Square, (house lately occupied by Mr Wallegrave), between the hours of 9 and 10 a.m., 2 and 3 p.m., and 7 and 8 p.m. <box>6 369 134 431</box>
ad-tooth-powder <box>6 838 134 1005</box>
news-headline: TELEGRAPHIC <box>717 518 813 530</box>
ad-terrace-end-store <box>282 40 414 276</box>
news-date: July 2. <box>672 1141 692 1151</box>
ad-body: A Splendid Variety of Garments manufactured from the celebrated <box>158 401 258 420</box>
ad-title: IRVINE'S SYRUP, <box>163 857 253 869</box>
ad-name: CHAS. POWNALL & CO. <box>25 262 115 271</box>
ad-subtitle: THE <box>199 323 217 333</box>
news-date: July 2. <box>810 1024 830 1034</box>
ad-wanted-hack: WANTED a First-class Hack. Apply to J. C. NATHAN, Fitzherbert street. <box>976 1251 1108 1270</box>
news-place: MELBOURNE. <box>741 298 789 308</box>
ad-body: Every description of Hosiery, Hats, Shirts, &c. <box>145 522 271 541</box>
news-body: A death from cholera has occurred here, and fear is entertained that the disease is spreading. <box>700 119 830 148</box>
ad-date: ESTABLISHED 1874. <box>314 370 382 380</box>
ad-subtitle: FOR SALE, <box>1023 962 1061 972</box>
ad-name: READY MONEY STORE. <box>286 819 410 831</box>
news-date: London, July 1. <box>645 446 692 456</box>
news-headline: The Gold at Cedar Creek. <box>565 652 689 664</box>
news-place: TEMUKA. <box>748 854 782 864</box>
column-1 <box>6 40 134 1537</box>
ad-place: Victoria Avenue, Wanganui. <box>159 1021 257 1031</box>
ad-emigrant-corporation <box>142 1066 274 1187</box>
ad-note: JOBBING WORK EXECUTED PROMPTLY. <box>299 336 397 355</box>
news-body: We Mr Miller, runholder, of Roxburgh, has been adjudicated a bankrupt. In Banco to-day Judge Williams refused to set aside his order declining to strike out Mr Scheyrich's name as a defendant in the copying suit of Campbell v Kennedy and others. <box>700 948 830 1016</box>
news-date: July 2. <box>672 1542 692 1552</box>
ad-place: PALMERSTON NORTH. <box>305 327 391 337</box>
ad-role: MANAGER. <box>237 674 274 684</box>
ad-date: Feilding, 7th July 1883 <box>142 1176 211 1186</box>
ad-place: Palmerston North. <box>73 116 134 126</box>
ad-body: Rosener's Celebrated Pianos, <box>155 68 261 79</box>
news-headline: RESIDENT MAGISTRATES' COURT. <box>705 1119 825 1140</box>
ad-name: ROBERT PETERS, <box>168 663 248 675</box>
ad-title: E. LARCOMB, <box>8 627 132 647</box>
list-item: 1 Spring Cart <box>976 1183 1021 1193</box>
ad-william-dixon <box>282 284 414 355</box>
ad-title: READY MONEY STORE <box>981 951 1103 963</box>
news-telegraphic <box>700 519 830 1112</box>
column-4 <box>422 40 554 1663</box>
news-date: July 2. <box>810 938 830 948</box>
news-date: Rose, July 1. <box>653 672 692 682</box>
ad-body: It prevents and arrests decay, deodorises bad breath, preserves the enamel, and whitens the teeth; in boxes at 2s, sufficient for three months' use. <box>6 899 134 935</box>
ad-price: PRICES, £40 and £42. <box>170 88 246 98</box>
ad-subtitle: CHEMIST, <box>53 697 87 707</box>
ad-subtitle: THE SQUARE <box>160 645 256 660</box>
ad-subtitle: THE <box>340 683 356 693</box>
ad-body: JUST RECEIVED OUR SECOND SHIPMENT OF Winter Drapery, Clothing, Flannels and Blankets, Fancy Goods, Men's and Ladies', and Children's Boots and Shoes. Moleskin Trousers from 6s 6d. Men's all wool Undershirts from 2s 3d. Colored Winceys, from 4½d per yard. Strong Heavy Dress Material, from 9½d per yard. <box>282 567 414 664</box>
ad-title: READY MONEY STORE <box>296 539 400 567</box>
ad-place: Feilding. <box>6 1383 33 1393</box>
ad-subtitle: TO ARRIVE, <box>325 664 371 674</box>
ad-title: DENTISTRY. <box>180 704 236 715</box>
ad-body: 200 Sacks Canterbury Oats. <box>302 674 394 684</box>
ad-role: Solicitor, and Notary Public, <box>23 106 117 116</box>
ad-body: SPARKLING SALINE, a new Effervescent, equal to Eno's Fruit Salt. COOPER'S SHEEP DIP. Hanson's Cheese Rennet Extract, Cheese Colouring, and Butter Colouring, in bottles from 1s 6d. Dalmatian Insect Powder. Superior Quinine and Iron Wine. Liebig's Bark and Beef Wine. The Burrough's Beef and Iron Wine. Branson's Coffee Extract. A large assortment of Scholz Perfumes, Soaps, and Brushware. <box>6 714 134 811</box>
